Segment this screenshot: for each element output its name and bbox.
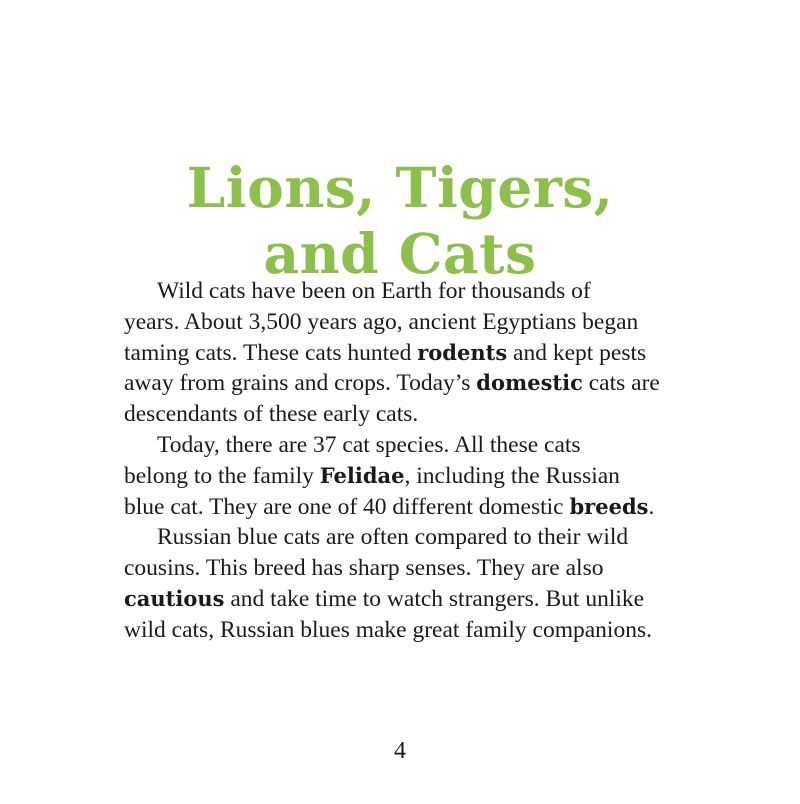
text-segment: cats are	[582, 370, 660, 397]
text-line	[124, 399, 664, 430]
text-segment: Russian blue cats are often compared to their wild	[157, 524, 629, 551]
text-line	[124, 430, 664, 461]
text-line	[124, 461, 664, 492]
glossary-term: rodents	[417, 339, 508, 365]
text-segment: wild cats, Russian blues make great family companions.	[124, 616, 652, 643]
text-line	[124, 522, 664, 553]
text-segment: and take time to watch strangers. But unlike	[224, 585, 645, 612]
text-line	[124, 276, 664, 307]
text-segment: belong to the family	[124, 462, 320, 489]
text-segment: years. About 3,500 years ago, ancient Egyptians began	[124, 308, 639, 335]
glossary-term: domestic	[476, 370, 583, 396]
text-segment: taming cats. These cats hunted	[124, 339, 418, 366]
text-line	[124, 584, 664, 615]
paragraph	[124, 276, 664, 430]
text-segment: , including the Russian	[404, 462, 620, 489]
text-segment: descendants of these early cats.	[124, 401, 419, 428]
text-line	[124, 338, 664, 369]
body-text	[124, 276, 664, 646]
text-segment: .	[648, 493, 655, 520]
text-segment: and kept pests	[507, 339, 647, 366]
text-line	[124, 492, 664, 523]
page-number: 4	[394, 738, 406, 764]
text-segment: cousins. This breed has sharp senses. They are also	[124, 555, 604, 582]
title-line-2: and Cats	[263, 220, 537, 286]
glossary-term: breeds	[569, 493, 649, 519]
glossary-term: Felidae	[319, 462, 405, 488]
text-line	[124, 615, 664, 646]
text-line	[124, 368, 664, 399]
paragraph	[124, 430, 664, 522]
text-line	[124, 307, 664, 338]
text-segment: away from grains and crops. Today’s	[124, 370, 477, 397]
text-segment: blue cat. They are one of 40 different domestic	[124, 493, 570, 520]
page-title	[0, 155, 800, 287]
text-segment: Wild cats have been on Earth for thousands of	[157, 278, 591, 304]
text-segment: Today, there are 37 cat species. All these cats	[157, 431, 581, 458]
glossary-term: cautious	[124, 585, 225, 611]
title-line-1: Lions, Tigers,	[186, 154, 614, 220]
paragraph	[124, 522, 664, 645]
text-line	[124, 553, 664, 584]
